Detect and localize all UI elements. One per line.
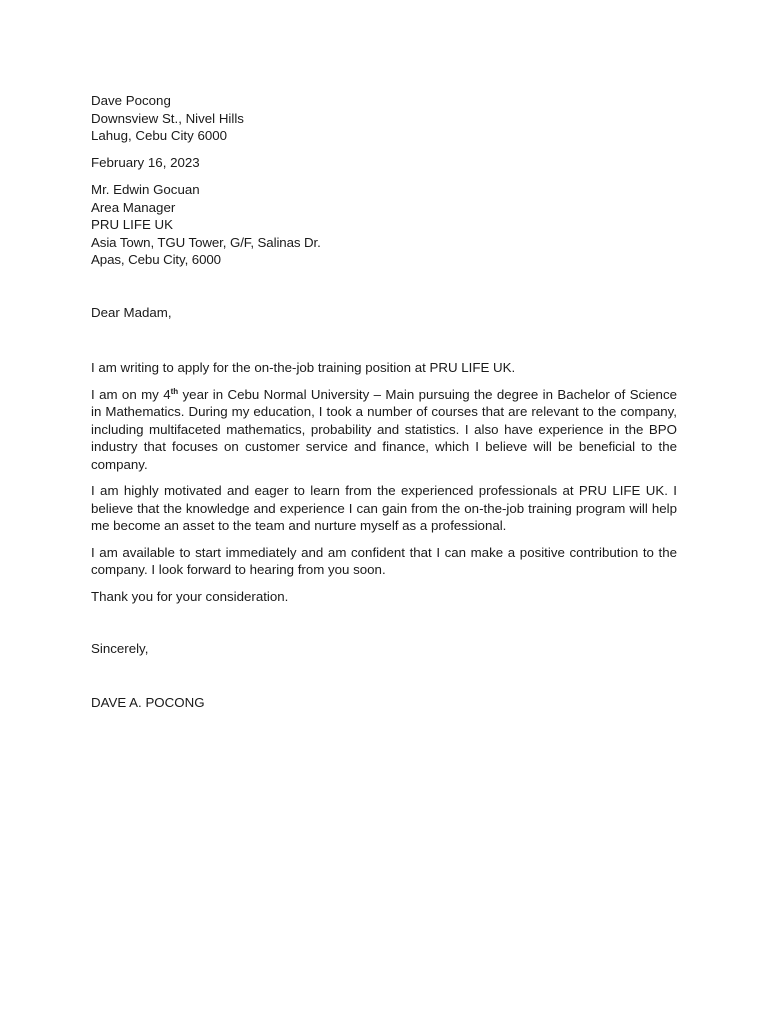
paragraph-2-start: I am on my 4 bbox=[91, 386, 171, 402]
ordinal-suffix: th bbox=[170, 386, 179, 396]
sender-city: Lahug, Cebu City 6000 bbox=[91, 128, 228, 143]
sender-name: Dave Pocong bbox=[91, 93, 171, 108]
body-paragraph-2 bbox=[91, 386, 677, 474]
sender-street: Downsview St., Nivel Hills bbox=[91, 110, 244, 126]
letter-date: February 16, 2023 bbox=[91, 154, 200, 170]
body-paragraph-4: I am available to start immediately and am confident that I can make a positive contribution to the company. I look forward to hearing from you soon. bbox=[91, 544, 677, 577]
body-paragraph-3: I am highly motivated and eager to learn from the experienced professionals at PRU LIFE UK. I believe that the knowledge and experience I can gain from the on-the-job training program will help me become an asset to the team and nurture myself as a professional. bbox=[91, 483, 677, 533]
cover-letter bbox=[91, 92, 677, 711]
recipient-address-line-1: Asia Town, TGU Tower, G/F, Salinas Dr. bbox=[91, 234, 321, 250]
sender-address bbox=[91, 92, 677, 145]
salutation: Dear Madam, bbox=[91, 304, 172, 320]
thanks-line: Thank you for your consideration. bbox=[91, 588, 289, 604]
recipient-title: Area Manager bbox=[91, 199, 176, 215]
paragraph-2-rest: year in Cebu Normal University – Main pursuing the degree in Bachelor of Science in Mathematics. During my education, I took a number of courses that are relevant to the company, including multifaceted mathematics, probability and statistics. I also have experience in the BPO industry that focuses on customer service and finance, which I believe will be beneficial to the company. bbox=[91, 386, 677, 472]
body-paragraph-1: I am writing to apply for the on-the-job training position at PRU LIFE UK. bbox=[91, 360, 516, 375]
recipient-address-line-2: Apas, Cebu City, 6000 bbox=[91, 252, 221, 267]
recipient-company: PRU LIFE UK bbox=[91, 217, 174, 232]
recipient-name: Mr. Edwin Gocuan bbox=[91, 182, 200, 197]
signature-name: DAVE A. POCONG bbox=[91, 694, 205, 710]
closing: Sincerely, bbox=[91, 641, 149, 656]
recipient-address bbox=[91, 181, 677, 269]
